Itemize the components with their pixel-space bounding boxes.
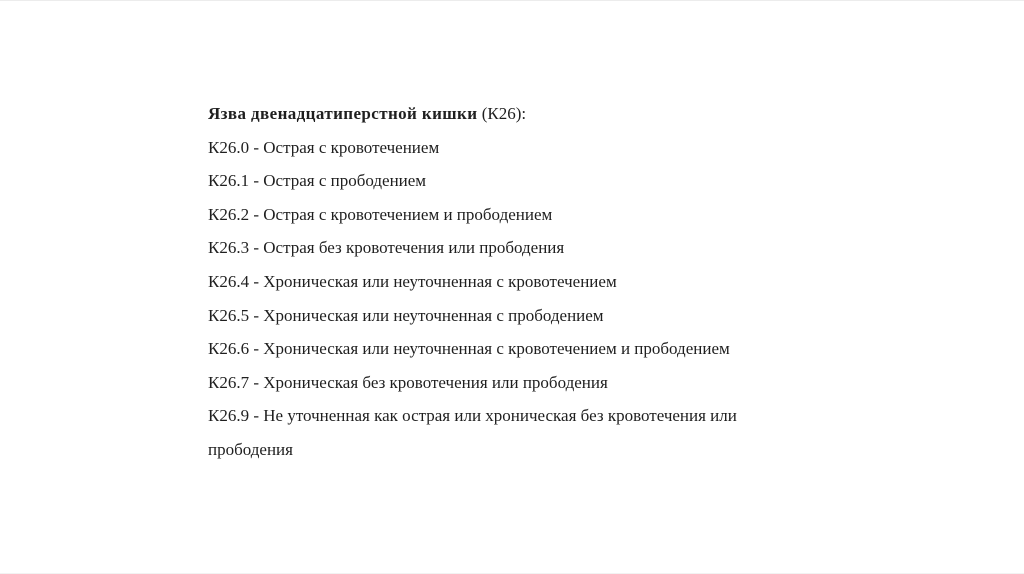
slide-title-disease-name: Язва двенадцатиперстной кишки xyxy=(208,104,478,123)
icd-line-k26-4: К26.4 - Хроническая или неуточненная с кровотечением xyxy=(208,271,617,291)
icd-line-k26-1: К26.1 - Острая с прободением xyxy=(208,171,427,191)
icd-code-list xyxy=(208,97,908,467)
icd-line-k26-9-wrap: прободения xyxy=(208,439,293,459)
icd-line-k26-7: К26.7 - Хроническая без кровотечения или прободения xyxy=(208,372,608,392)
slide-title-code-suffix: (К26): xyxy=(477,104,527,123)
icd-line-k26-0: К26.0 - Острая с кровотечением xyxy=(208,137,440,157)
icd-line-k26-5: К26.5 - Хроническая или неуточненная с прободением xyxy=(208,305,604,325)
slide-title xyxy=(208,97,908,131)
icd-line-k26-3: К26.3 - Острая без кровотечения или прободения xyxy=(208,238,565,258)
icd-line-k26-6: К26.6 - Хроническая или неуточненная с кровотечением и прободением xyxy=(208,339,730,359)
icd-line-k26-2: К26.2 - Острая с кровотечением и прободением xyxy=(208,204,553,224)
icd-line-k26-9: К26.9 - Не уточненная как острая или хроническая без кровотечения или xyxy=(208,406,737,426)
